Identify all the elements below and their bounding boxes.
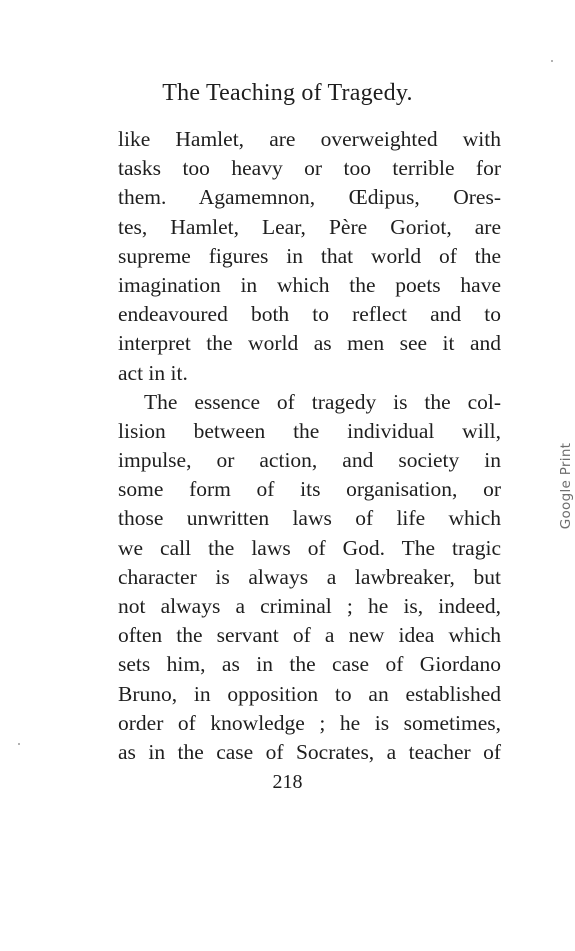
text-line: Bruno, in opposition to an established <box>118 681 501 706</box>
text-line: The essence of tragedy is the col- <box>144 389 501 414</box>
text-line: endeavoured both to reflect and to <box>118 302 501 327</box>
text-line: act in it. <box>118 360 188 385</box>
text-line: those unwritten laws of life which <box>118 506 501 531</box>
text-line: we call the laws of God. The tragic <box>118 535 501 560</box>
text-line: interpret the world as men see it and <box>118 331 501 356</box>
scan-speck <box>18 743 20 745</box>
text-line: tasks too heavy or too terrible for <box>118 156 501 181</box>
text-line: often the servant of a new idea which <box>118 623 501 648</box>
page-title: The Teaching of Tragedy. <box>162 80 413 106</box>
text-line: as in the case of Socrates, a teacher of <box>118 739 501 764</box>
text-line: impulse, or action, and society in <box>118 448 501 473</box>
google-print-watermark: Google Print <box>558 442 574 530</box>
text-line: not always a criminal ; he is, indeed, <box>118 594 501 618</box>
text-line: order of knowledge ; he is sometimes, <box>118 710 501 735</box>
text-line: lision between the individual will, <box>118 418 501 443</box>
text-line: some form of its organisation, or <box>118 477 501 502</box>
text-line: them. Agamemnon, Œdipus, Ores- <box>118 185 501 210</box>
text-line: character is always a lawbreaker, but <box>118 564 501 589</box>
text-line: sets him, as in the case of Giordano <box>118 652 501 677</box>
text-line: imagination in which the poets have <box>118 272 501 297</box>
text-line: tes, Hamlet, Lear, Père Goriot, are <box>118 214 501 239</box>
text-line: supreme figures in that world of the <box>118 243 501 268</box>
body-text <box>118 125 501 767</box>
text-line: like Hamlet, are overweighted with <box>118 127 501 151</box>
scan-speck <box>551 60 553 62</box>
page-number: 218 <box>272 771 303 793</box>
